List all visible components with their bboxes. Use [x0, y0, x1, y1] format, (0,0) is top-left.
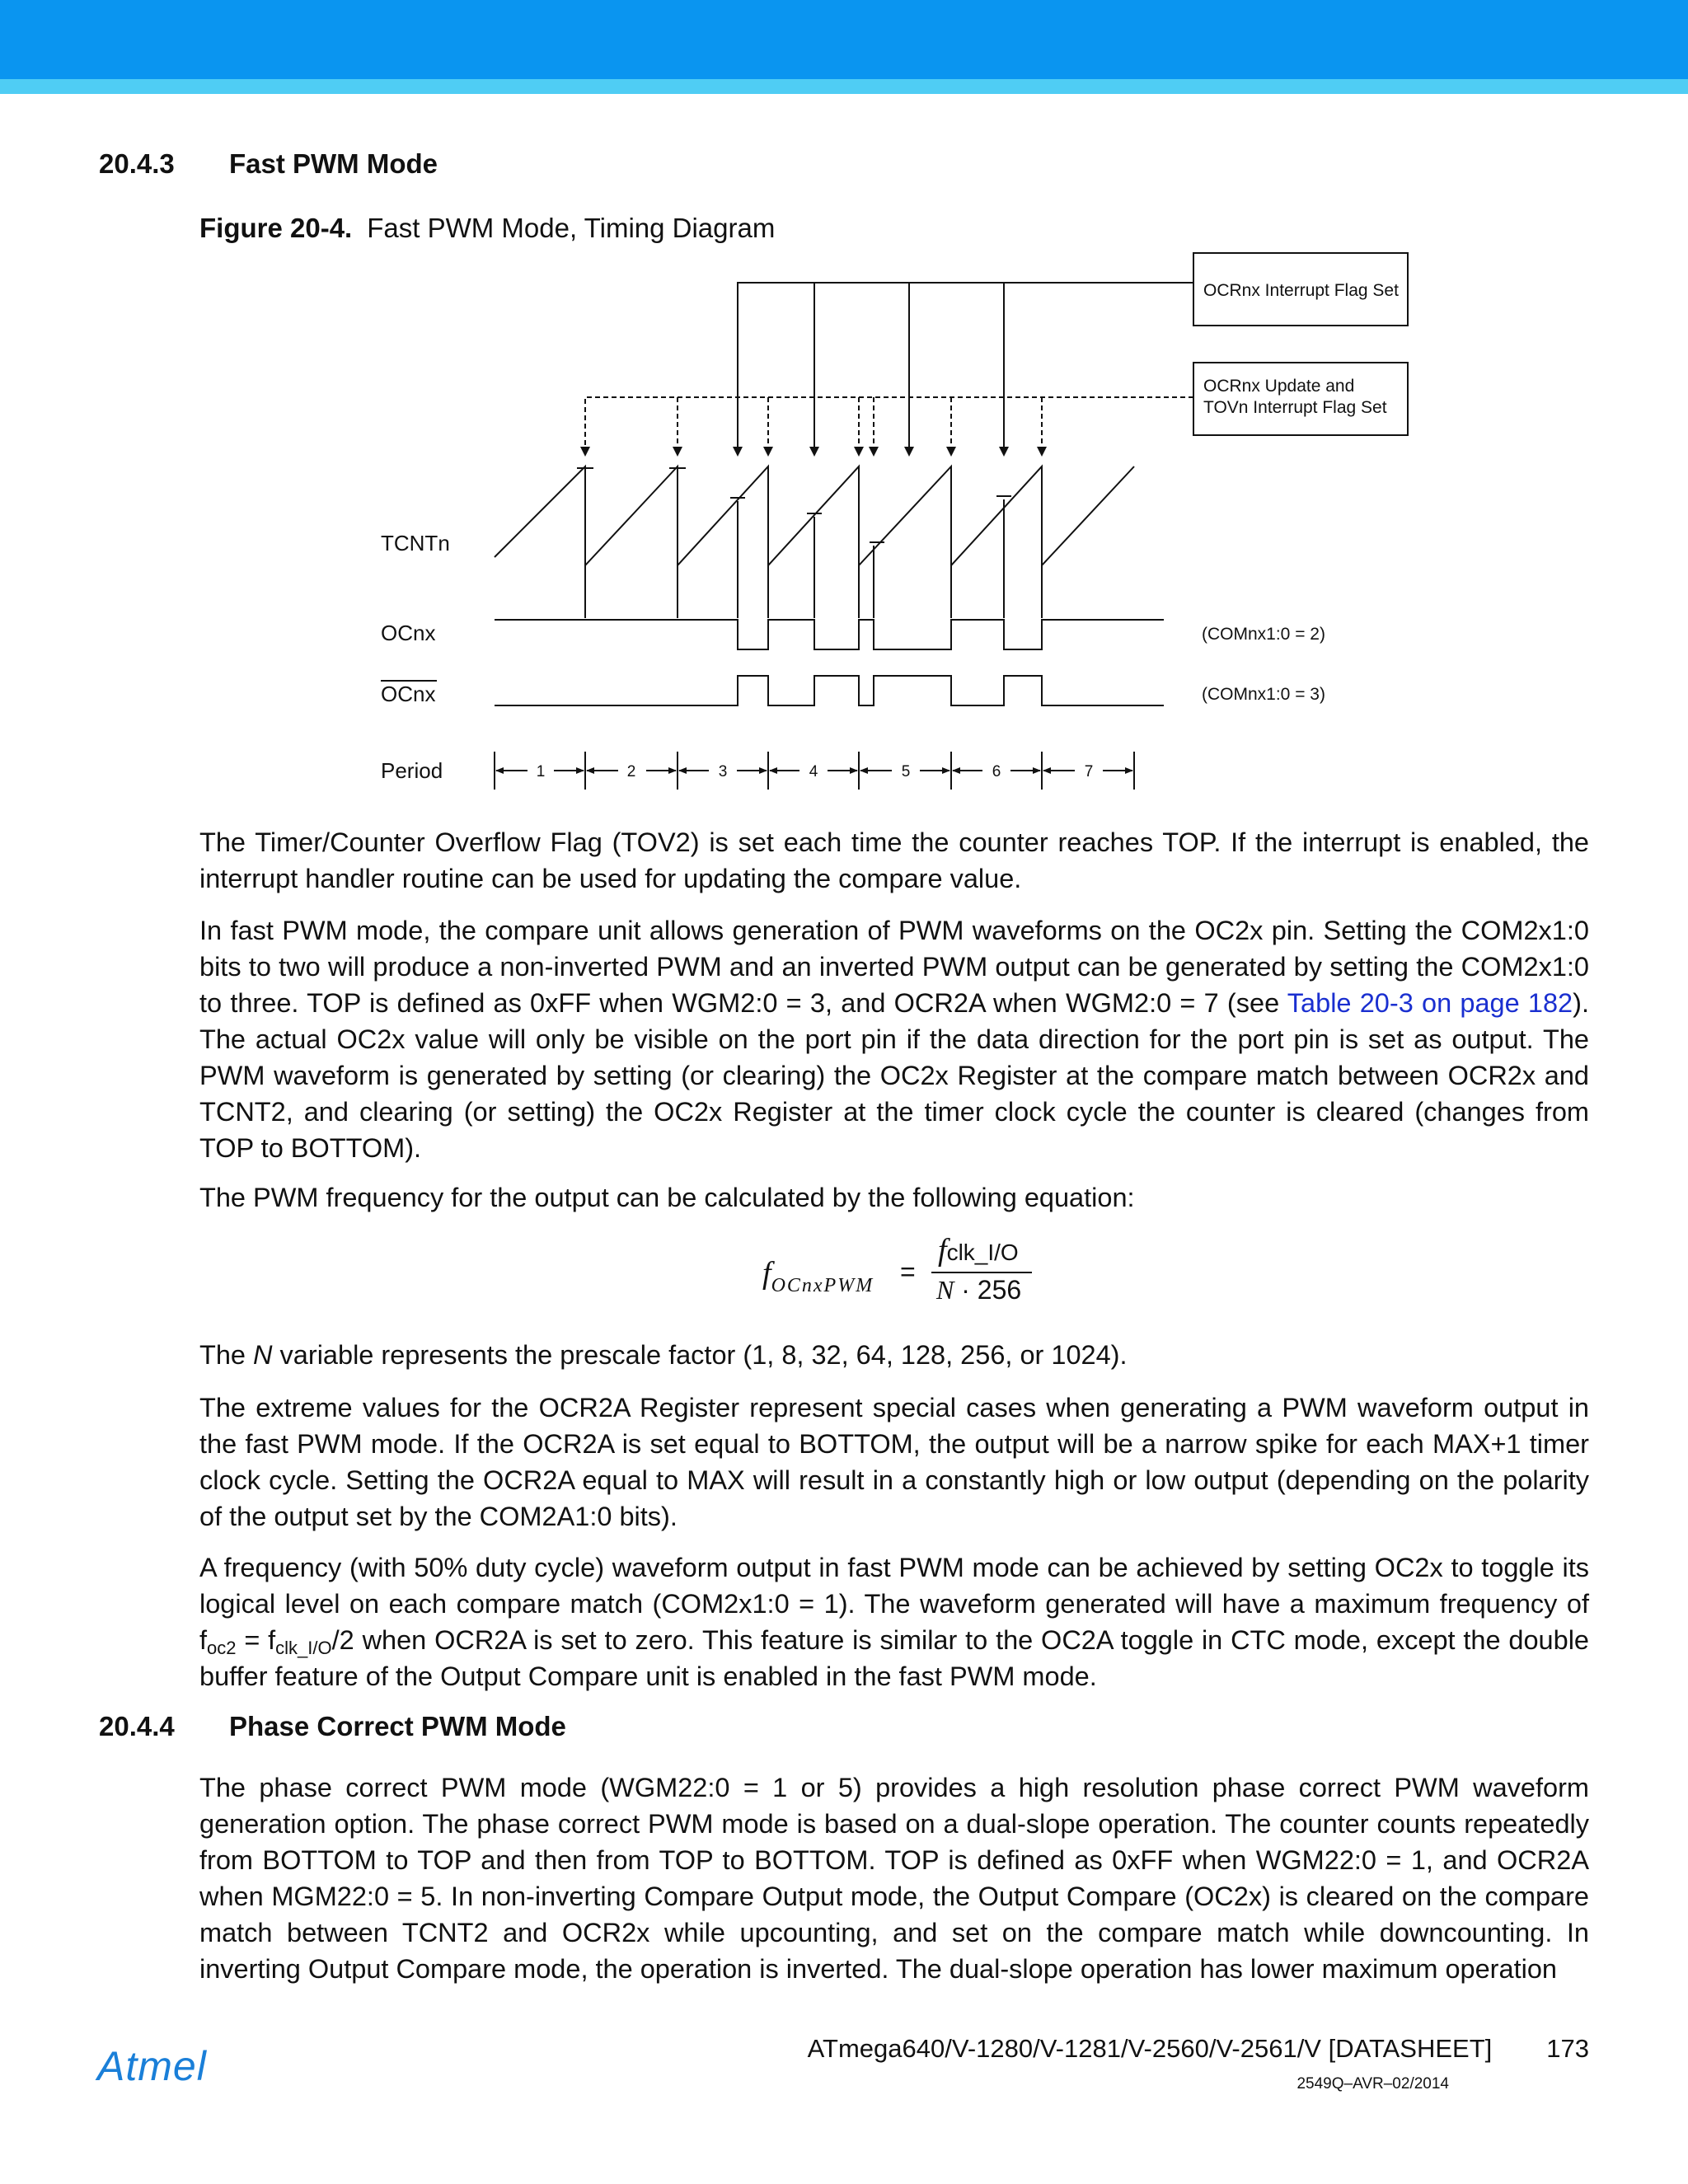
pwm-frequency-equation — [758, 1232, 1022, 1306]
timing-diagram — [0, 239, 1688, 799]
mode-label-inverted: (COMnx1:0 = 3) — [1202, 685, 1325, 704]
section-title: Fast PWM Mode — [229, 148, 438, 179]
section-title: Phase Correct PWM Mode — [229, 1711, 566, 1741]
equation-numerator: fclk_I/O — [938, 1233, 1019, 1268]
figure-label: Figure 20-4. — [199, 213, 353, 243]
ocnx-waveform — [495, 620, 1164, 649]
period-number: 1 — [536, 763, 546, 780]
paragraph-tov2: The Timer/Counter Overflow Flag (TOV2) is set each time the counter reaches TOP. If the interrupt is enabled, the interrupt handler routine can be used for updating the compare value. — [199, 827, 1589, 893]
page-number: 173 — [1546, 2034, 1589, 2063]
footer-doc-code: 2549Q–AVR–02/2014 — [1296, 2075, 1449, 2093]
period-number: 6 — [992, 763, 1001, 780]
header-bar — [0, 0, 1688, 79]
equation-equals: = — [900, 1257, 916, 1286]
footer-doc-title: ATmega640/V-1280/V-1281/V-2560/V-2561/V [DATASHEET] 173 — [807, 2034, 1589, 2063]
period-number: 3 — [718, 763, 728, 780]
signal-label-ocnx-inverted: OCnx — [381, 682, 436, 706]
equation-denominator: N · 256 — [936, 1275, 1022, 1305]
signal-label-period: Period — [381, 758, 443, 783]
paragraph-phase-correct: The phase correct PWM mode (WGM22:0 = 1 or 5) provides a high resolution phase correct PWM waveform generation option. The phase correct PWM mode is based on a dual-slope operation. The counter counts repeatedly from BOTTOM to TOP and then from TOP to BOTTOM. TOP is defined as 0xFF when WGM22:0 = 1, and OCR2A when MGM22:0 = 5. In non-inverting Compare Output mode, the Output Compare (OC2x) is cleared on the compare match between TCNT2 and OCR2x while upcounting, and set on the compare match while downcounting. In inverting Output Compare mode, the operation is inverted. The dual-slope operation has lower maximum operation — [199, 1773, 1589, 1984]
tcnt-to-ocnx-drops — [585, 499, 1042, 618]
period-number: 2 — [626, 763, 636, 780]
flag-set-connectors — [738, 283, 1193, 455]
signal-label-ocnx: OCnx — [381, 621, 436, 645]
paragraph-n-variable: The N variable represents the prescale factor (1, 8, 32, 64, 128, 256, or 1024). — [199, 1340, 1128, 1370]
figure-title: Fast PWM Mode, Timing Diagram — [367, 213, 776, 243]
paragraph-50-duty: A frequency (with 50% duty cycle) waveform output in fast PWM mode can be achieved by setting OC2x to toggle its logical level on each compare match (COM2x1:0 = 1). The waveform generated will have a maximum frequency of $f_{oc2} = f_{clk\_I/O}/2$ when OCR2A is set to zero. This feature is similar to the OC2A toggle in CTC mode, except the double buffer feature of the Output Compare unit is enabled in the fast PWM mode. — [199, 1553, 1589, 1691]
n-variable: N — [253, 1340, 273, 1370]
box-interrupt-flag-set-label: OCRnx Interrupt Flag Set — [1203, 281, 1399, 300]
period-numbers — [537, 763, 1094, 780]
equation-lhs: $f_{OCnxPWM}$ — [762, 1256, 874, 1296]
mode-label-noninverted: (COMnx1:0 = 2) — [1202, 625, 1325, 644]
box-update-tov — [1193, 363, 1408, 435]
header-stripe — [0, 79, 1688, 94]
signal-label-tcnt: TCNTn — [381, 531, 450, 555]
paragraph-fast-pwm — [199, 912, 1589, 1166]
fraction-bar — [931, 1272, 1032, 1273]
atmel-logo: Atmel — [97, 2043, 207, 2089]
box-update-line1: OCRnx Update and — [1203, 377, 1355, 396]
period-number: 5 — [901, 763, 911, 780]
section-number: 20.4.3 — [99, 148, 175, 179]
section-number: 20.4.4 — [99, 1711, 175, 1741]
paragraph-fast-pwm-text: In fast PWM mode, the compare unit allows generation of PWM waveforms on the OC2x pin. Setting the COM2x1:0 bits to two will produce a non-inverted PWM and an inverted PWM output can be generated by setting the COM2x1:0 to three. TOP is defined as 0xFF when WGM2:0 = 3, and OCR2A when WGM2:0 = 7 (see — [199, 916, 1589, 1018]
ocnx-inverted-waveform — [495, 676, 1164, 705]
box-interrupt-flag-set — [1193, 253, 1408, 326]
box-update-line2: TOVn Interrupt Flag Set — [1203, 398, 1387, 417]
paragraph-frequency-intro: The PWM frequency for the output can be calculated by the following equation: — [199, 1183, 1135, 1212]
paragraph-extreme-values: The extreme values for the OCR2A Register represent special cases when generating a PWM waveform output in the fast PWM mode. If the OCR2A is set equal to BOTTOM, the output will be a narrow spike for each MAX+1 timer clock cycle. Setting the OCR2A equal to MAX will result in a constantly high or low output (depending on the polarity of the output set by the COM2A1:0 bits). — [199, 1393, 1589, 1531]
period-number: 4 — [809, 763, 818, 780]
paragraph-fast-pwm-text-cont: ). The actual OC2x value will only be visible on the port pin if the data direction for the port pin is set as output. The PWM waveform is generated by setting (or clearing) the OC2x Register at the compare match between OCR2x and TCNT2, and clearing (or setting) the OC2x Register at the timer clock cycle the counter is cleared (changes from TOP to BOTTOM). — [199, 988, 1589, 1163]
update-connectors — [585, 397, 1193, 455]
table-20-3-link[interactable]: Table 20-3 on page 182 — [1287, 988, 1573, 1018]
period-number: 7 — [1084, 763, 1094, 780]
